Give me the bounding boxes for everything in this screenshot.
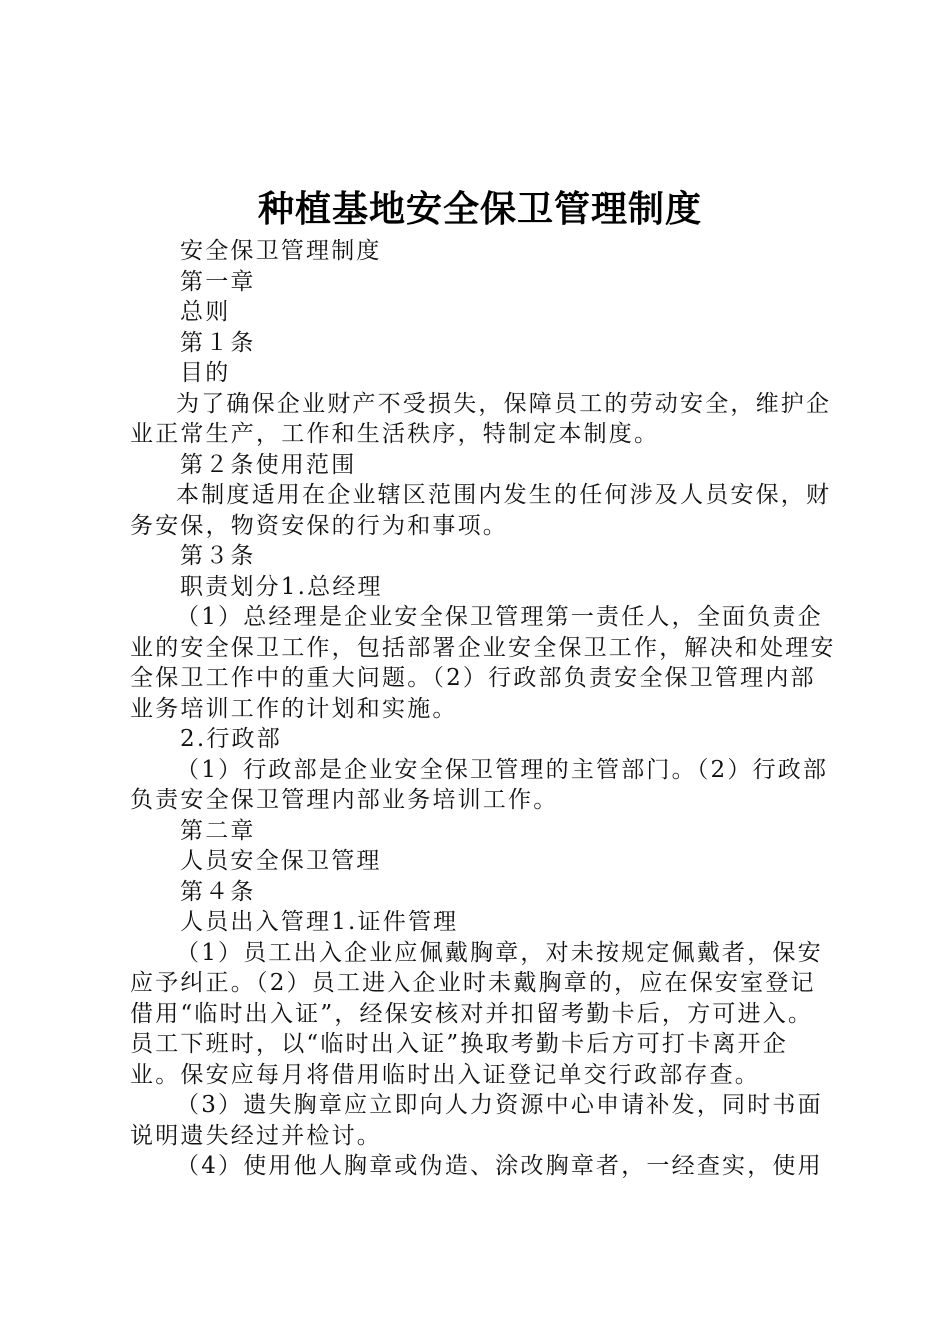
body-paragraph: （1）行政部是企业安全保卫管理的主管部门。（2）行政部负责安全保卫管理内部业务培训工作。 [130,756,829,813]
heading-line: 人员出入管理1.证件管理 [180,909,459,935]
document-title: 种植基地安全保卫管理制度 [257,188,702,230]
heading-line: 第二章 [180,817,256,844]
heading-line: 第４条 [180,878,256,905]
body-paragraph: （4）使用他人胸章或伪造、涂改胸章者，一经查实，使用 [176,1153,823,1179]
heading-line: 人员安全保卫管理 [180,848,382,874]
body-paragraph: 本制度适用在企业辖区范围内发生的任何涉及人员安保，财务安保，物资安保的行为和事项。 [130,482,832,539]
heading-line: 安全保卫管理制度 [180,238,382,264]
heading-line: 总则 [180,299,231,325]
heading-line: 第３条 [180,543,256,569]
document-body [130,236,836,1182]
heading-line: 目的 [180,360,231,386]
body-paragraph: （1）总经理是企业安全保卫管理第一责任人，全面负责企业的安全保卫工作，包括部署企业安全保卫工作，解决和处理安全保卫工作中的重大问题。（2）行政部负责安全保卫管理内部业务培训工作的计划和实施。 [130,604,836,722]
heading-line: 2.行政部 [180,726,282,752]
heading-line: 职责划分1.总经理 [180,573,383,600]
body-paragraph: 为了确保企业财产不受损失，保障员工的劳动安全，维护企业正常生产，工作和生活秩序，特制定本制度。 [130,390,832,447]
heading-line: 第２条使用范围 [180,451,357,478]
heading-line: 第一章 [180,268,256,295]
body-paragraph: （3）遗失胸章应立即向人力资源中心申请补发，同时书面说明遗失经过并检讨。 [130,1092,823,1149]
body-paragraph: （1）员工出入企业应佩戴胸章，对未按规定佩戴者，保安应予纠正。（2）员工进入企业时未戴胸章的，应在保安室登记借用“临时出入证”，经保安核对并扣留考勤卡后，方可进入。员工下班时，以“临时出入证”换取考勤卡后方可打卡离开企业。保安应每月将借用临时出入证登记单交行政部存查。 [130,939,823,1088]
heading-line: 第１条 [180,329,256,356]
